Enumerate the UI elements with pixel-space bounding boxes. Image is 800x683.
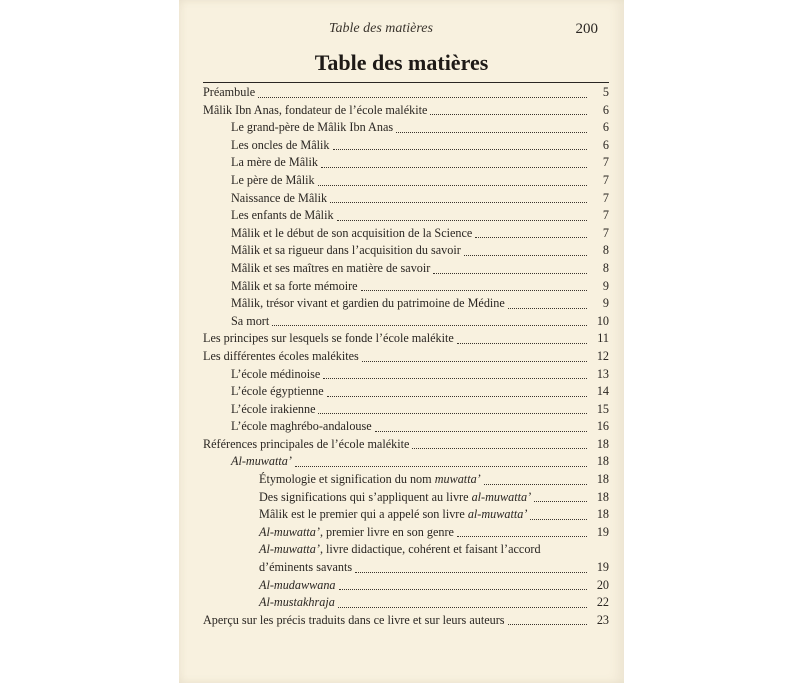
dot-leader (530, 519, 587, 520)
toc-entry-label: L’école irakienne (231, 401, 316, 416)
toc-entry[interactable] (203, 172, 609, 190)
dot-leader (508, 308, 587, 309)
toc-entry[interactable] (203, 366, 609, 384)
toc-entry-page: 18 (596, 472, 609, 487)
toc-entry-label: Naissance de Mâlik (231, 190, 328, 205)
toc-entry-page: 14 (596, 384, 609, 399)
dot-leader (318, 185, 587, 186)
dot-leader (430, 114, 587, 115)
dot-leader (337, 220, 587, 221)
toc-entry-page: 6 (602, 120, 609, 135)
toc-entry[interactable] (203, 559, 609, 577)
toc-entry-label: Mâlik et ses maîtres en matière de savoir (231, 260, 431, 275)
toc-entry-page: 5 (602, 85, 609, 99)
toc-entry-label: Aperçu sur les précis traduits dans ce livre et sur leurs auteurs (203, 612, 505, 627)
toc-entry[interactable] (203, 242, 609, 260)
toc-entry[interactable] (203, 330, 609, 348)
page-title: Table des matières (314, 50, 489, 75)
toc-entry[interactable] (203, 348, 609, 366)
toc-entry-label: Al-mustakhraja (259, 595, 335, 610)
toc-entry-page: 10 (596, 313, 609, 328)
toc-entry-label: L’école égyptienne (231, 384, 324, 399)
toc-entry[interactable] (203, 84, 609, 102)
toc-entry-label: Le père de Mâlik (231, 172, 315, 187)
running-head (179, 21, 624, 41)
dot-leader (508, 624, 587, 625)
toc-entry[interactable] (203, 524, 609, 542)
toc-entry-label: Le grand-père de Mâlik Ibn Anas (231, 120, 394, 135)
toc-entry-page: 16 (596, 419, 609, 434)
toc-entry-page: 19 (596, 524, 609, 539)
toc-entry-label: Les différentes écoles malékites (203, 348, 359, 363)
toc-entry-page: 6 (602, 137, 609, 152)
toc-entry-label: Les enfants de Mâlik (231, 208, 334, 223)
dot-leader (258, 97, 587, 98)
toc-entry[interactable] (203, 436, 609, 454)
toc-entry[interactable] (203, 119, 609, 137)
toc-entry[interactable] (203, 594, 609, 612)
toc-entry[interactable] (203, 313, 609, 331)
toc-entry-label: La mère de Mâlik (231, 155, 318, 170)
toc-entry[interactable] (203, 260, 609, 278)
dot-leader (338, 607, 587, 608)
toc-entry-label: Références principales de l’école malékite (203, 436, 410, 451)
toc-entry-label: L’école médinoise (231, 366, 321, 381)
dot-leader (433, 273, 587, 274)
dot-leader (323, 378, 587, 379)
dot-leader (318, 413, 587, 414)
toc-entry[interactable] (203, 401, 609, 419)
toc-entry-page: 8 (602, 243, 609, 258)
dot-leader (361, 290, 587, 291)
toc-entry-page: 13 (596, 366, 609, 381)
dot-leader (327, 396, 587, 397)
toc-entry[interactable] (203, 207, 609, 225)
toc-entry-page: 18 (596, 507, 609, 522)
toc-entry-label: L’école maghrébo-andalouse (231, 419, 372, 434)
toc-entry[interactable] (203, 295, 609, 313)
dot-leader (534, 501, 587, 502)
toc-entry[interactable] (203, 154, 609, 172)
toc-entry-page: 18 (596, 436, 609, 451)
toc-entry[interactable] (203, 137, 609, 155)
dot-leader (396, 132, 587, 133)
toc-entry[interactable] (203, 190, 609, 208)
toc-entry[interactable] (203, 453, 609, 471)
dot-leader (362, 361, 587, 362)
toc-entry-page: 7 (602, 190, 609, 205)
toc-entry-label: Al-muwatta’, premier livre en son genre (259, 524, 454, 539)
toc-entry-label: Mâlik, trésor vivant et gardien du patrimoine de Médine (231, 296, 505, 311)
toc-entry-label: Mâlik et sa rigueur dans l’acquisition du savoir (231, 243, 461, 258)
toc-entry-page: 15 (596, 401, 609, 416)
toc-entry[interactable] (203, 577, 609, 595)
toc-entry-label: Les principes sur lesquels se fonde l’école malékite (203, 331, 454, 346)
toc-entry-page: 23 (596, 612, 609, 627)
top-rule (203, 82, 609, 83)
dot-leader (412, 448, 587, 449)
dot-leader (375, 431, 587, 432)
toc-entry[interactable] (203, 612, 609, 630)
dot-leader (330, 202, 587, 203)
toc-entry-page: 18 (596, 489, 609, 504)
toc-entry-label: Al-muwatta’ (231, 454, 292, 469)
dot-leader (272, 325, 587, 326)
toc-entry-label: Sa mort (231, 313, 270, 328)
toc-entry-page: 7 (602, 155, 609, 170)
toc-entry[interactable] (203, 506, 609, 524)
dot-leader (295, 466, 587, 467)
toc-entry-label: Des significations qui s’appliquent au livre al-muwatta’ (259, 489, 532, 504)
toc-entry-label: Al-mudawwana (259, 577, 336, 592)
toc-entry-page: 9 (602, 296, 609, 311)
toc-entry-page: 7 (602, 208, 609, 223)
toc-list (203, 84, 609, 629)
toc-entry-label: Mâlik est le premier qui a appelé son livre al-muwatta’ (259, 507, 528, 522)
toc-entry-label: Al-muwatta’, livre didactique, cohérent et faisant l’accord (259, 542, 541, 557)
page-number: 200 (575, 21, 598, 37)
toc-entry-page: 20 (596, 577, 609, 592)
toc-entry-label: Étymologie et signification du nom muwatta’ (259, 472, 481, 487)
toc-entry-label: Mâlik Ibn Anas, fondateur de l’école malékite (203, 102, 428, 117)
toc-entry[interactable] (203, 489, 609, 507)
dot-leader (321, 167, 587, 168)
toc-entry[interactable] (203, 225, 609, 243)
book-page (179, 0, 624, 683)
toc-entry-page: 7 (602, 225, 609, 240)
dot-leader (464, 255, 587, 256)
toc-entry-label: Mâlik et sa forte mémoire (231, 278, 358, 293)
toc-entry-two-line-first[interactable] (203, 541, 609, 559)
toc-entry-page: 18 (596, 454, 609, 469)
toc-entry[interactable] (203, 418, 609, 436)
toc-entry-label-continued: d’éminents savants (259, 560, 353, 575)
toc-entry[interactable] (203, 383, 609, 401)
dot-leader (457, 536, 587, 537)
dot-leader (333, 149, 588, 150)
toc-entry[interactable] (203, 102, 609, 120)
dot-leader (339, 589, 587, 590)
toc-entry[interactable] (203, 278, 609, 296)
toc-entry-page: 22 (596, 595, 609, 610)
toc-entry-page: 11 (597, 331, 609, 346)
dot-leader (484, 484, 587, 485)
running-title: Table des matières (329, 21, 433, 36)
dot-leader (457, 343, 587, 344)
toc-entry-page: 6 (602, 102, 609, 117)
toc-entry-page: 9 (602, 278, 609, 293)
toc-entry-page: 19 (596, 560, 609, 575)
toc-entry-label: Préambule (203, 85, 256, 99)
toc-entry[interactable] (203, 471, 609, 489)
toc-entry-page: 8 (602, 260, 609, 275)
dot-leader (475, 237, 587, 238)
toc-entry-label: Les oncles de Mâlik (231, 137, 330, 152)
toc-entry-page: 7 (602, 172, 609, 187)
toc-entry-page: 12 (596, 348, 609, 363)
dot-leader (355, 572, 587, 573)
toc-entry-label: Mâlik et le début de son acquisition de la Science (231, 225, 473, 240)
